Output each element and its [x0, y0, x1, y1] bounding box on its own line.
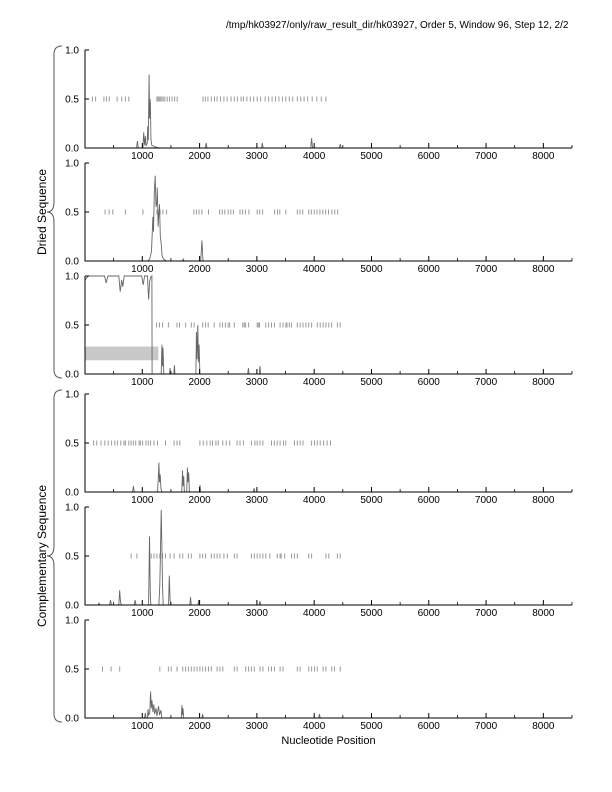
y-tick-label: 0.5: [65, 551, 79, 563]
y-tick-label: 1.0: [65, 502, 79, 514]
dried-subplot-3: [65, 272, 572, 389]
x-tick-label: 7000: [474, 608, 498, 619]
group-brace: [47, 46, 62, 378]
y-tick-label: 1.0: [65, 271, 79, 283]
complementary-subplot-3: [65, 616, 572, 733]
x-tick-label: 4000: [303, 377, 326, 388]
x-tick-label: 1000: [131, 721, 154, 732]
x-tick-label: 8000: [532, 495, 555, 506]
group-brace: [47, 390, 62, 722]
curve: [85, 463, 572, 492]
y-tick-label: 1.0: [65, 45, 79, 57]
x-tick-label: 6000: [417, 721, 440, 732]
x-tick-label: 4000: [303, 151, 326, 162]
y-tick-label: 0.5: [65, 94, 79, 106]
x-tick-label: 8000: [532, 608, 555, 619]
site-marks: [92, 97, 326, 102]
complementary-subplot-1: [65, 390, 572, 507]
x-tick-label: 4000: [303, 608, 326, 619]
x-tick-label: 5000: [360, 495, 383, 506]
x-tick-label: 2000: [188, 608, 211, 619]
y-tick-label: 0.0: [65, 713, 79, 725]
curve: [85, 692, 572, 719]
x-tick-label: 3000: [245, 151, 269, 162]
x-tick-label: 3000: [245, 721, 269, 732]
dried-subplot-1: [65, 46, 572, 163]
x-tick-label: 2000: [188, 721, 211, 732]
x-tick-label: 1000: [131, 264, 154, 275]
x-tick-label: 8000: [532, 721, 555, 732]
site-marks: [94, 441, 331, 446]
x-tick-label: 4000: [303, 495, 326, 506]
y-tick-label: 1.0: [65, 389, 79, 401]
site-marks: [157, 323, 341, 328]
x-tick-label: 2000: [188, 151, 211, 162]
curve: [85, 75, 572, 149]
x-tick-label: 1000: [131, 495, 154, 506]
x-tick-label: 1000: [131, 608, 154, 619]
figure-title: /tmp/hk03927/only/raw_result_dir/hk03927, Order 5, Window 96, Step 12, 2/2: [226, 20, 569, 31]
x-tick-label: 2000: [188, 377, 211, 388]
highlight-band: [85, 347, 158, 361]
x-tick-label: 4000: [303, 264, 326, 275]
x-tick-label: 4000: [303, 721, 326, 732]
x-tick-label: 5000: [360, 608, 383, 619]
x-tick-label: 2000: [188, 495, 211, 506]
x-tick-label: 1000: [131, 377, 154, 388]
y-tick-label: 0.0: [65, 487, 79, 499]
dried-subplot-2: [65, 159, 572, 276]
x-tick-label: 5000: [360, 377, 383, 388]
x-tick-label: 5000: [360, 721, 383, 732]
complementary-subplot-2: [65, 503, 572, 620]
x-tick-label: 7000: [474, 377, 498, 388]
x-tick-label: 5000: [360, 151, 383, 162]
y-tick-label: 0.5: [65, 207, 79, 219]
group-label-complementary-sequence: Complementary Sequence: [35, 484, 49, 628]
group-label-dried-sequence: Dried Sequence: [35, 168, 49, 256]
x-tick-label: 3000: [245, 377, 269, 388]
x-tick-label: 7000: [474, 151, 498, 162]
x-tick-label: 1000: [131, 151, 154, 162]
x-tick-label: 3000: [245, 608, 269, 619]
y-tick-label: 0.0: [65, 143, 79, 155]
y-tick-label: 0.5: [65, 320, 79, 332]
axes: [85, 620, 572, 718]
y-tick-label: 1.0: [65, 615, 79, 627]
x-tick-label: 6000: [417, 608, 440, 619]
x-axis-label: Nucleotide Position: [281, 735, 376, 747]
y-tick-label: 0.0: [65, 369, 79, 381]
x-tick-label: 6000: [417, 151, 440, 162]
x-tick-label: 6000: [417, 264, 440, 275]
x-tick-label: 7000: [474, 495, 498, 506]
x-tick-label: 2000: [188, 264, 211, 275]
site-marks: [103, 667, 341, 672]
x-tick-label: 5000: [360, 264, 383, 275]
y-tick-label: 0.0: [65, 256, 79, 268]
y-tick-label: 0.0: [65, 600, 79, 612]
x-tick-label: 6000: [417, 495, 440, 506]
x-tick-label: 3000: [245, 495, 269, 506]
y-tick-label: 1.0: [65, 158, 79, 170]
x-tick-label: 3000: [245, 264, 269, 275]
curve: [85, 176, 572, 261]
y-tick-label: 0.5: [65, 664, 79, 676]
y-tick-label: 0.5: [65, 438, 79, 450]
x-tick-label: 8000: [532, 264, 555, 275]
x-tick-label: 7000: [474, 264, 498, 275]
x-tick-label: 8000: [532, 151, 555, 162]
site-marks: [105, 210, 338, 215]
x-tick-label: 6000: [417, 377, 440, 388]
x-tick-label: 7000: [474, 721, 498, 732]
x-tick-label: 8000: [532, 377, 555, 388]
